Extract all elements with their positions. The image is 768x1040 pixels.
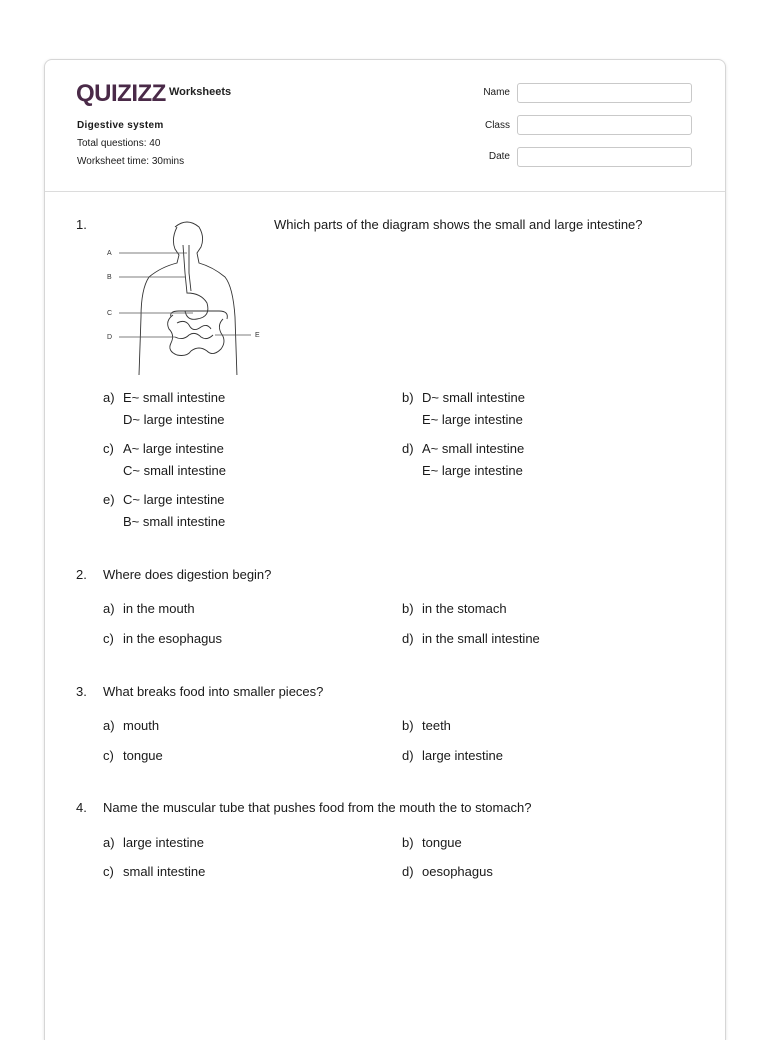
q1-option-c[interactable] [103, 438, 226, 482]
option-text-line1: A~ small intestine [422, 441, 525, 456]
option-letter: c) [103, 441, 114, 456]
option-letter: d) [402, 631, 414, 646]
option-text: large intestine [123, 835, 204, 850]
worksheet-title: Digestive system [77, 120, 164, 131]
q3-option-c[interactable] [103, 745, 163, 767]
option-letter: d) [402, 864, 414, 879]
q3-option-d[interactable] [402, 745, 503, 767]
option-letter: c) [103, 631, 114, 646]
logo-subtitle: Worksheets [169, 86, 232, 98]
option-letter: d) [402, 441, 414, 456]
option-letter: a) [103, 835, 115, 850]
question-1-text: Which parts of the diagram shows the small and large intestine? [274, 217, 643, 232]
option-text-line2: C~ small intestine [123, 463, 226, 478]
question-3-text: What breaks food into smaller pieces? [103, 684, 324, 699]
q4-option-c[interactable] [103, 861, 205, 883]
option-letter: c) [103, 864, 114, 879]
worksheet-time: Worksheet time: 30mins [77, 156, 185, 167]
option-text-line2: E~ large intestine [422, 412, 523, 427]
option-letter: e) [103, 492, 115, 507]
class-field[interactable] [517, 115, 692, 135]
q2-option-d[interactable] [402, 628, 540, 650]
option-text: in the esophagus [123, 631, 223, 646]
question-3-number: 3. [76, 684, 87, 699]
option-text-line1: A~ large intestine [123, 441, 224, 456]
worksheet-page [44, 59, 726, 1040]
q1-option-b[interactable] [402, 387, 525, 431]
date-label: Date [488, 151, 510, 162]
option-letter: c) [103, 748, 114, 763]
q2-option-c[interactable] [103, 628, 222, 650]
option-letter: d) [402, 748, 414, 763]
option-text: oesophagus [422, 864, 493, 879]
digestive-system-diagram [105, 215, 265, 375]
q4-option-a[interactable] [103, 832, 204, 854]
option-text: tongue [123, 748, 163, 763]
option-letter: b) [402, 390, 414, 405]
option-text-line1: C~ large intestine [123, 492, 225, 507]
question-4-text: Name the muscular tube that pushes food from the mouth the to stomach? [103, 800, 532, 815]
option-text: small intestine [123, 864, 206, 879]
quizizz-logo: QUIZIZZ [76, 80, 166, 107]
option-text-line2: E~ large intestine [422, 463, 523, 478]
q2-option-b[interactable] [402, 598, 507, 620]
option-text-line2: D~ large intestine [123, 412, 225, 427]
question-1-number: 1. [76, 217, 87, 232]
option-letter: b) [402, 601, 414, 616]
q1-option-a[interactable] [103, 387, 225, 431]
q1-option-e[interactable] [103, 489, 225, 533]
diagram-label-b: B [107, 274, 112, 281]
option-text-line1: E~ small intestine [123, 390, 226, 405]
q3-option-a[interactable] [103, 715, 159, 737]
option-text-line2: B~ small intestine [123, 514, 226, 529]
option-text: in the mouth [123, 601, 195, 616]
option-text: mouth [123, 718, 160, 733]
q3-option-b[interactable] [402, 715, 451, 737]
option-letter: a) [103, 718, 115, 733]
option-text: in the small intestine [422, 631, 540, 646]
total-questions: Total questions: 40 [77, 138, 161, 149]
q2-option-a[interactable] [103, 598, 195, 620]
option-text: large intestine [422, 748, 503, 763]
name-field[interactable] [517, 83, 692, 103]
option-text: tongue [422, 835, 462, 850]
option-letter: b) [402, 835, 414, 850]
diagram-label-a: A [107, 250, 112, 257]
option-text: teeth [422, 718, 451, 733]
question-2-text: Where does digestion begin? [103, 567, 272, 582]
worksheet-header [45, 60, 725, 192]
option-letter: b) [402, 718, 414, 733]
q4-option-b[interactable] [402, 832, 462, 854]
option-letter: a) [103, 390, 115, 405]
q4-option-d[interactable] [402, 861, 493, 883]
option-text: in the stomach [422, 601, 507, 616]
class-label: Class [484, 120, 510, 131]
option-text-line1: D~ small intestine [422, 390, 525, 405]
option-letter: a) [103, 601, 115, 616]
diagram-label-d: D [107, 334, 113, 341]
question-4-number: 4. [76, 800, 87, 815]
question-2-number: 2. [76, 567, 87, 582]
date-field[interactable] [517, 147, 692, 167]
diagram-label-e: E [255, 332, 260, 339]
diagram-label-c: C [107, 310, 113, 317]
name-label: Name [483, 87, 510, 98]
q1-option-d[interactable] [402, 438, 524, 482]
